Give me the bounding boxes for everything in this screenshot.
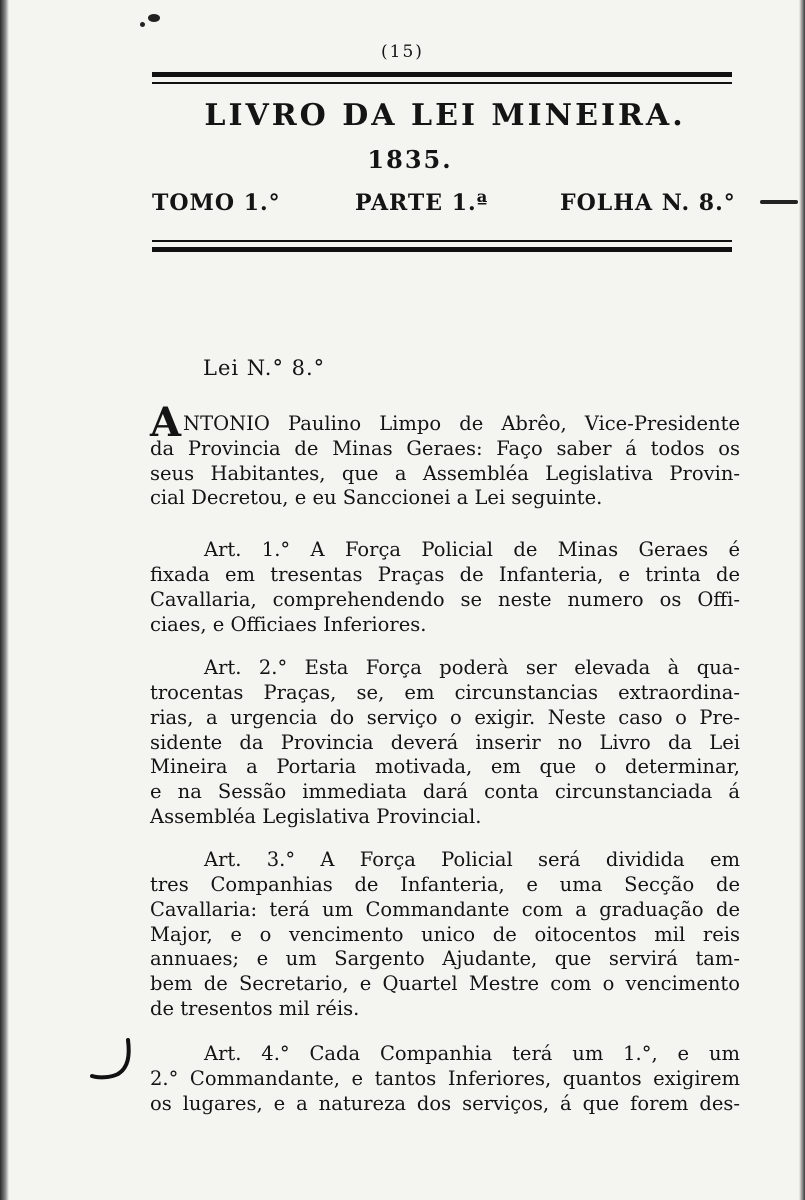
- text-line: Mineira a Portaria motivada, em que o determinar,: [150, 755, 740, 779]
- article-4-body: [150, 1067, 740, 1117]
- book-title: LIVRO DA LEI MINEIRA.: [204, 98, 686, 133]
- ink-speck: [148, 14, 160, 22]
- text-line: ciaes, e Officiaes Inferiores.: [150, 612, 427, 636]
- ink-speck: [760, 200, 798, 204]
- text-line: 2.° Commandante, e tantos Inferiores, quantos exigirem: [150, 1067, 740, 1090]
- text-line: cial Decretou, e eu Sanccionei a Lei seguinte.: [150, 486, 603, 510]
- text-line: rias, a urgencia do serviço o exigir. Neste caso o Pre-: [150, 705, 740, 729]
- text-line: Cavallaria: terá um Commandante com a graduação de: [150, 897, 740, 921]
- text-line: Major, e o vencimento unico de oitocentos mil reis: [150, 922, 740, 946]
- year: 1835.: [367, 145, 453, 174]
- part-label: PARTE 1.ª: [355, 190, 489, 216]
- text-line: bem de Secretario, e Quartel Mestre com o vencimento: [150, 972, 740, 996]
- law-number: Lei N.° 8.°: [203, 356, 326, 380]
- page-edge-right: [799, 0, 805, 1200]
- text-line: Art. 1.° A Força Policial de Minas Geraes é: [204, 538, 740, 561]
- preamble-paragraph: [150, 399, 740, 511]
- text-line: ANTONIO Paulino Limpo de Abrêo, Vice-Presidente: [150, 399, 740, 446]
- drop-cap: A: [150, 399, 182, 446]
- top-rule-thin: [152, 82, 732, 84]
- text-line: os lugares, e a natureza dos serviços, á que forem des-: [150, 1091, 740, 1115]
- article-1-body: [150, 563, 740, 637]
- article-3: [150, 848, 740, 873]
- bottom-rule-thin: [152, 240, 732, 242]
- article-2: [150, 656, 740, 681]
- text-line: fixada em tresentas Praças de Infanteria, e trinta de: [150, 563, 740, 586]
- text-line: trocentas Praças, se, em circunstancias extraordina-: [150, 681, 740, 704]
- sheet-label: FOLHA N. 8.°: [560, 190, 736, 216]
- ink-bracket-mark: [88, 1036, 148, 1086]
- page-edge-left: [0, 0, 9, 1200]
- text-line: Art. 3.° A Força Policial será dividida em: [204, 848, 740, 871]
- text-line: annuaes; e um Sargento Ajudante, que servirá tam-: [150, 947, 740, 971]
- text-line: Assembléa Legislativa Provincial.: [150, 804, 482, 828]
- text-line: de tresentos mil réis.: [150, 996, 360, 1020]
- text-line: Art. 2.° Esta Força poderà ser elevada à qua-: [204, 656, 740, 679]
- volume-label: TOMO 1.°: [152, 190, 281, 216]
- ink-speck: [140, 22, 145, 27]
- article-2-body: [150, 681, 740, 830]
- page-number: (15): [381, 42, 424, 62]
- text-line: da Provincia de Minas Geraes: Faço saber á todos os: [150, 436, 740, 460]
- text-line: seus Habitantes, que a Assembléa Legislativa Provin-: [150, 461, 740, 485]
- article-1: [150, 538, 740, 563]
- text-line: Cavallaria, comprehendendo se neste numero os Offi-: [150, 587, 740, 611]
- article-4: [150, 1042, 740, 1067]
- text-line: Art. 4.° Cada Companhia terá um 1.°, e um: [204, 1042, 740, 1065]
- top-rule-thick: [152, 72, 732, 77]
- article-3-body: [150, 873, 740, 1022]
- text-line: sidente da Provincia deverá inserir no Livro da Lei: [150, 730, 740, 754]
- text-line: tres Companhias de Infanteria, e uma Secção de: [150, 873, 740, 896]
- text-line: e na Sessão immediata dará conta circunstanciada á: [150, 780, 740, 804]
- bottom-rule-thick: [152, 247, 732, 252]
